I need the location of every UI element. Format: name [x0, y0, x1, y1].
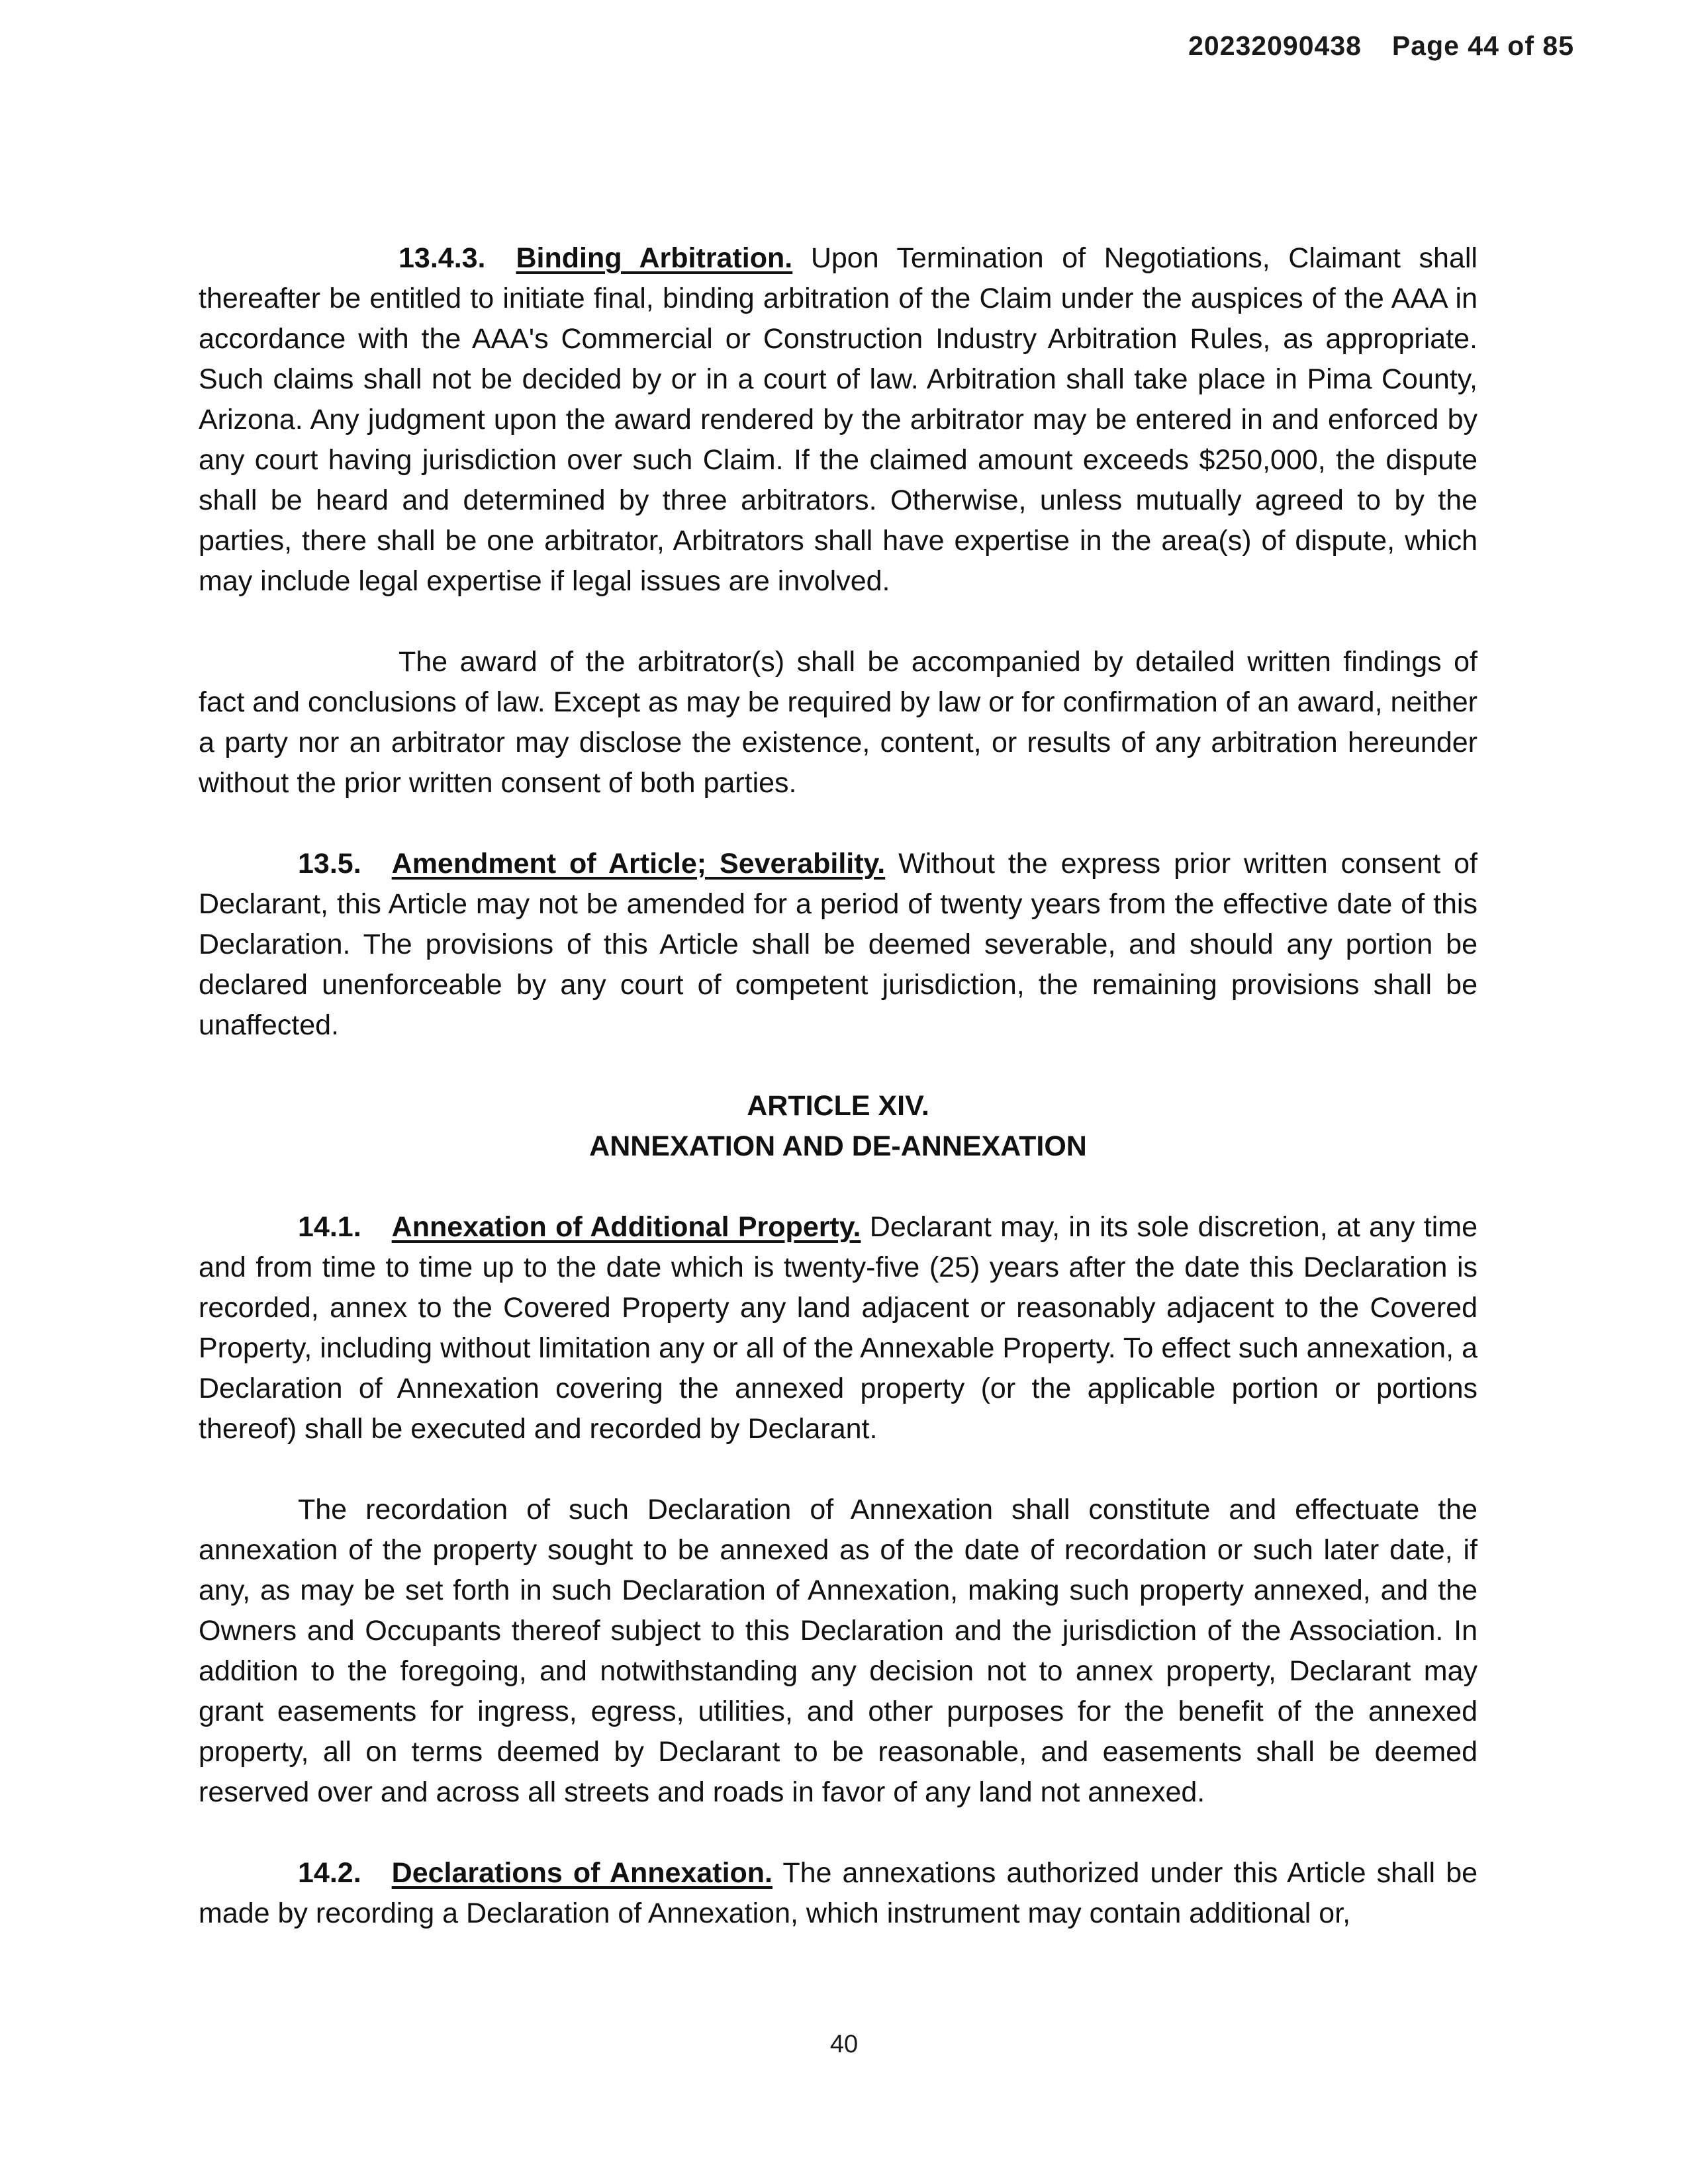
article-heading [199, 1086, 1477, 1167]
recordation-paragraph: The recordation of such Declaration of Annexation shall constitute and effectuate the annexation of the property sought to be annexed as of the date of recordation or such later date, if any, as may be set forth in such Declaration of Annexation, making such property annexed, and the Owners and Occupants thereof subject to this Declaration and the jurisdiction of the Association. In addition to the foregoing, and notwithstanding any decision not to annex property, Declarant may grant easements for ingress, egress, utilities, and other purposes for the benefit of the annexed property, all on terms deemed by Declarant to be reasonable, and easements shall be deemed reserved over and across all streets and roads in favor of any land not annexed. [199, 1494, 1477, 1808]
page-reference: Page 44 of 85 [1391, 30, 1574, 61]
section-number: 14.2. [298, 1857, 361, 1889]
page-header [1188, 30, 1574, 62]
section-14-1 [199, 1207, 1477, 1449]
section-body: Declarant may, in its sole discretion, at any time and from time to time up to the date which is twenty-five (25) years after the date this Declaration is recorded, annex to the Covered Property any land adjacent or reasonably adjacent to the Covered Property, including without limitation any or all of the Annexable Property. To effect such annexation, a Declaration of Annexation covering the annexed property (or the applicable portion or portions thereof) shall be executed and recorded by Declarant. [199, 1211, 1477, 1445]
section-title: Binding Arbitration. [516, 242, 793, 274]
section-13-5 [199, 844, 1477, 1046]
section-body: Upon Termination of Negotiations, Claimant shall thereafter be entitled to initiate final, binding arbitration of the Claim under the auspices of the AAA in accordance with the AAA's Commercial or Construction Industry Arbitration Rules, as appropriate. Such claims shall not be decided by or in a court of law. Arbitration shall take place in Pima County, Arizona. Any judgment upon the award rendered by the arbitrator may be entered in and enforced by any court having jurisdiction over such Claim. If the claimed amount exceeds $250,000, the dispute shall be heard and determined by three arbitrators. Otherwise, unless mutually agreed to by the parties, there shall be one arbitrator, Arbitrators shall have expertise in the area(s) of dispute, which may include legal expertise if legal issues are involved. [199, 242, 1477, 597]
section-title: Amendment of Article; Severability. [391, 848, 886, 880]
section-13-4-3 [199, 238, 1477, 602]
article-title: ANNEXATION AND DE-ANNEXATION [589, 1130, 1087, 1162]
award-paragraph: The award of the arbitrator(s) shall be accompanied by detailed written findings of fact and conclusions of law. Except as may be required by law or for confirmation of an award, neither a party nor an arbitrator may disclose the existence, content, or results of any arbitration hereunder without the prior written consent of both parties. [199, 646, 1477, 799]
article-number: ARTICLE XIV. [747, 1090, 929, 1122]
section-number: 14.1. [298, 1211, 361, 1243]
section-title: Annexation of Additional Property. [391, 1211, 861, 1243]
document-number: 20232090438 [1188, 30, 1362, 61]
document-body [199, 238, 1477, 1974]
section-number: 13.4.3. [399, 242, 486, 274]
section-body: The annexations authorized under this Article shall be made by recording a Declaration of Annexation, which instrument may contain additional or, [199, 1857, 1478, 1929]
section-title: Declarations of Annexation. [391, 1857, 773, 1889]
section-14-2 [199, 1853, 1477, 1934]
page-number: 40 [829, 2030, 859, 2058]
section-body: Without the express prior written consent of Declarant, this Article may not be amended for a period of twenty years from the effective date of this Declaration. The provisions of this Article shall be deemed severable, and should any portion be declared unenforceable by any court of competent jurisdiction, the remaining provisions shall be unaffected. [199, 848, 1477, 1041]
section-number: 13.5. [298, 848, 361, 880]
